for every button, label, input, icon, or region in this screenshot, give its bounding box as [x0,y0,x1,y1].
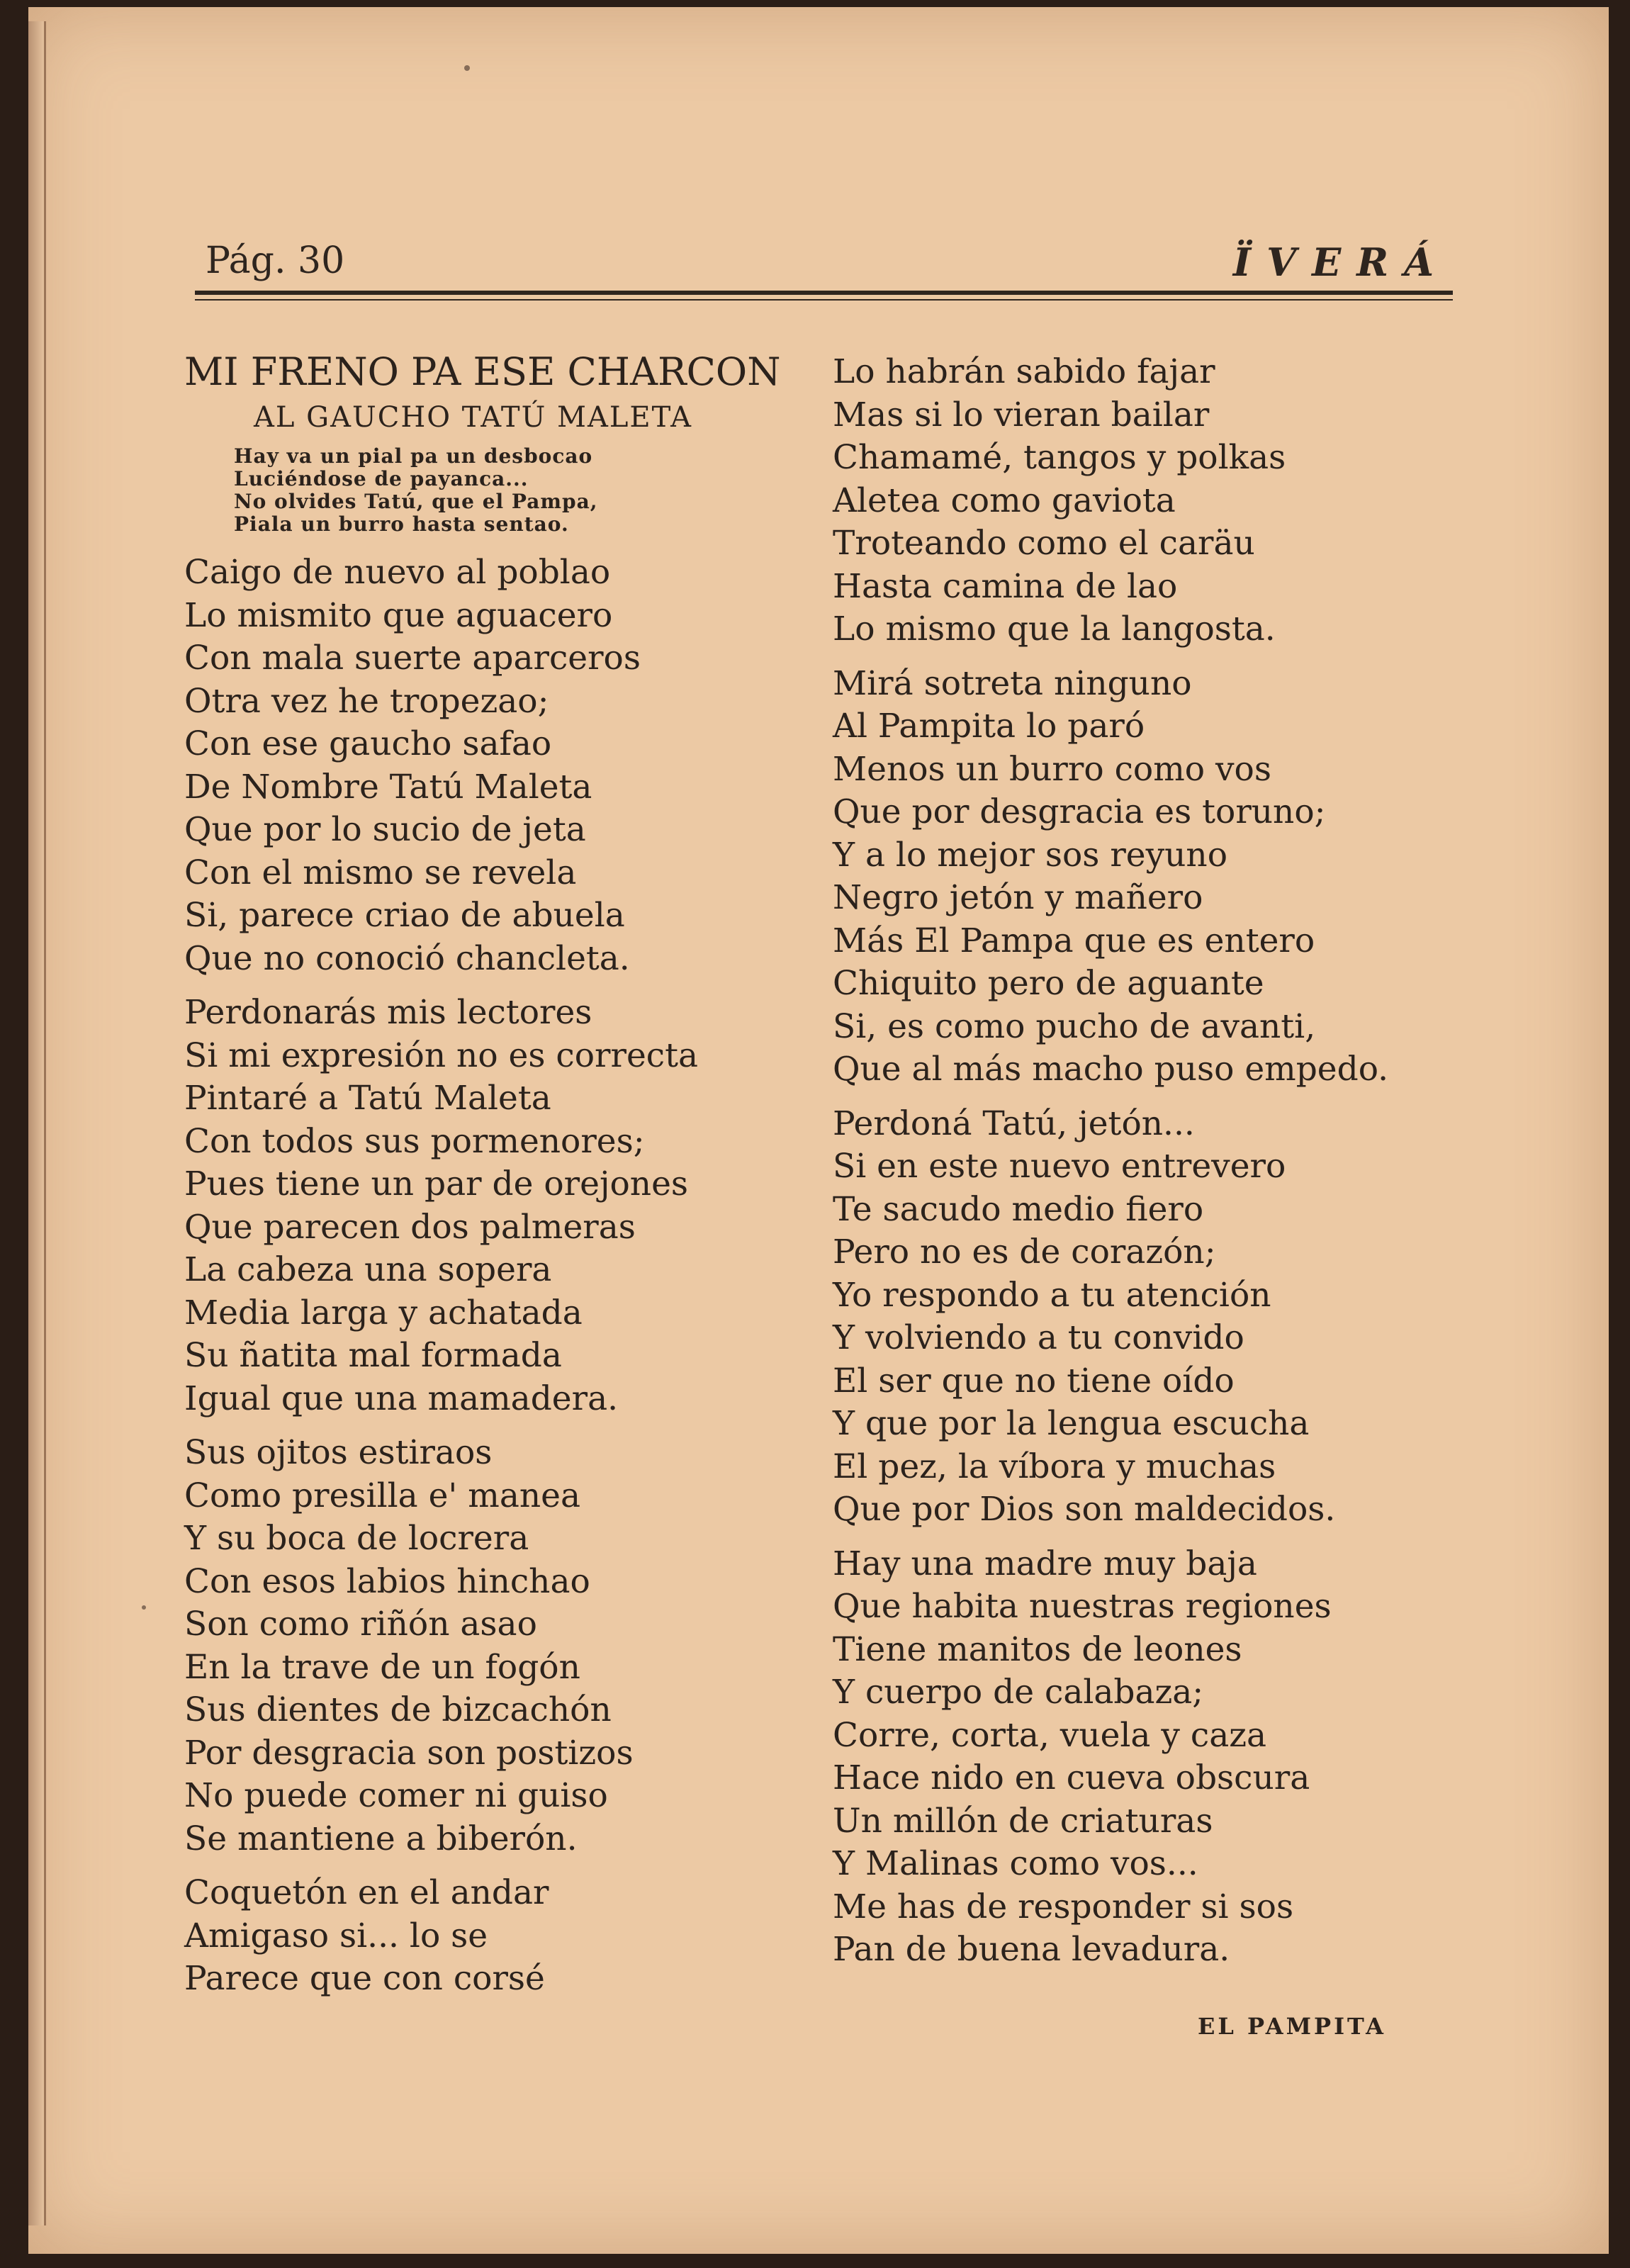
stanza [184,551,822,980]
verse-line: Otra vez he tropezao; [184,681,549,721]
epigraph-line: Piala un burro hasta sentao. [234,512,569,536]
paper-speck [142,1605,146,1610]
verse-line: Que parecen dos palmeras [184,1207,636,1247]
stanza [833,351,1471,651]
verse-line: Pues tiene un par de orejones [184,1164,689,1203]
verse-line: Sus ojitos estiraos [184,1433,493,1472]
verse-line: En la trave de un fogón [184,1647,580,1687]
right-stanzas [833,351,1471,1972]
verse-line: Por desgracia son postizos [184,1733,634,1773]
verse-line: Que no conoció chancleta. [184,938,630,978]
verse-line: Y volviendo a tu convido [833,1318,1244,1357]
verse-line: Con todos sus pormenores; [184,1121,645,1161]
verse-line: Pintaré a Tatú Maleta [184,1079,551,1118]
poem-epigraph [234,445,822,536]
verse-line: Hasta camina de lao [833,566,1178,606]
header-rule-thin [195,299,1453,301]
epigraph-line: Luciéndose de payanca... [234,467,529,490]
verse-line: Pan de buena levadura. [833,1930,1230,1969]
verse-line: Mirá sotreta ninguno [833,663,1192,703]
verse-line: Yo respondo a tu atención [833,1275,1271,1315]
verse-line: Corre, corta, vuela y caza [833,1715,1267,1755]
right-column [833,351,1471,1983]
poem-subtitle: AL GAUCHO TATÚ MALETA [254,401,692,434]
left-stanzas [184,551,822,2001]
verse-line: Su ñatita mal formada [184,1336,562,1375]
stanza [833,1103,1471,1532]
stanza [833,1543,1471,1972]
verse-line: Que habita nuestras regiones [833,1587,1332,1626]
verse-line: Lo mismo que la langosta. [833,610,1276,649]
verse-line: Que por Dios son maldecidos. [833,1490,1336,1529]
verse-line: Mas si lo vieran bailar [833,395,1210,434]
verse-line: Con el mismo se revela [184,853,577,892]
stanza [184,1872,822,2001]
journal-title: ÏVERÁ [1232,240,1449,285]
verse-line: Que por lo sucio de jeta [184,810,586,849]
verse-line: Te sacudo medio fiero [833,1189,1204,1229]
verse-line: Amigaso si... lo se [184,1916,488,1955]
epigraph-line: No olvides Tatú, que el Pampa, [234,490,598,513]
verse-line: Con esos labios hinchao [184,1561,590,1601]
verse-line: Y a lo mejor sos reyuno [833,835,1228,875]
verse-line: Perdonarás mis lectores [184,993,592,1032]
verse-line: Lo mismito que aguacero [184,595,613,635]
verse-line: Troteando como el caräu [833,524,1255,563]
verse-line: Chamamé, tangos y polkas [833,438,1286,477]
verse-line: El ser que no tiene oído [833,1361,1235,1400]
verse-line: Caigo de nuevo al poblao [184,553,611,592]
header-rule-thick [195,291,1453,295]
verse-line: Con mala suerte aparceros [184,639,641,678]
verse-line: Sus dientes de bizcachón [184,1690,612,1729]
verse-line: Más El Pampa que es entero [833,921,1315,960]
verse-line: Que al más macho puso empedo. [833,1050,1389,1089]
verse-line: Igual que una mamadera. [184,1379,619,1418]
verse-line: Si, es como pucho de avanti, [833,1006,1316,1046]
stanza [833,663,1471,1091]
verse-line: De Nombre Tatú Maleta [184,767,592,807]
verse-line: Media larga y achatada [184,1293,583,1332]
stanza [184,1432,822,1860]
verse-line: Que por desgracia es toruno; [833,792,1326,831]
verse-line: Hace nido en cueva obscura [833,1758,1310,1797]
verse-line: Como presilla e' manea [184,1476,580,1515]
verse-line: Coquetón en el andar [184,1873,549,1912]
author-signature: EL PAMPITA [1198,2013,1386,2040]
verse-line: La cabeza una sopera [184,1250,552,1289]
page-binding-edge [28,21,46,2225]
page-number: Pág. 30 [206,240,345,282]
page-header [181,234,1449,294]
verse-line: Menos un burro como vos [833,749,1271,789]
verse-line: Al Pampita lo paró [833,707,1145,746]
verse-line: Y su boca de locrera [184,1519,529,1558]
verse-line: El pez, la víbora y muchas [833,1447,1276,1486]
verse-line: Negro jetón y mañero [833,878,1203,917]
verse-line: Se mantiene a biberón. [184,1819,578,1858]
verse-line: Y que por la lengua escucha [833,1404,1310,1443]
verse-line: Tiene manitos de leones [833,1629,1242,1669]
verse-line: Y cuerpo de calabaza; [833,1673,1204,1712]
verse-line: Un millón de criaturas [833,1801,1213,1841]
verse-line: Lo habrán sabido fajar [833,352,1215,391]
paper-speck [464,65,470,71]
verse-line: Aletea como gaviota [833,481,1176,520]
verse-line: Me has de responder si sos [833,1887,1294,1926]
verse-line: Pero no es de corazón; [833,1233,1216,1271]
verse-line: Con ese gaucho safao [184,724,552,763]
verse-line: Parece que con corsé [184,1959,545,1998]
verse-line: Si, parece criao de abuela [184,896,625,935]
verse-line: No puede comer ni guiso [184,1776,608,1815]
verse-line: Son como riñón asao [184,1605,537,1644]
poem-title: MI FRENO PA ESE CHARCON [184,349,781,394]
verse-line: Chiquito pero de aguante [833,964,1264,1003]
verse-line: Y Malinas como vos... [833,1844,1198,1883]
stanza [184,992,822,1420]
left-column [184,347,822,2012]
verse-line: Hay una madre muy baja [833,1544,1257,1583]
verse-line: Perdoná Tatú, jetón... [833,1104,1195,1143]
verse-line: Si mi expresión no es correcta [184,1035,699,1075]
verse-line: Si en este nuevo entrevero [833,1147,1286,1186]
epigraph-line: Hay va un pial pa un desbocao [234,444,593,468]
